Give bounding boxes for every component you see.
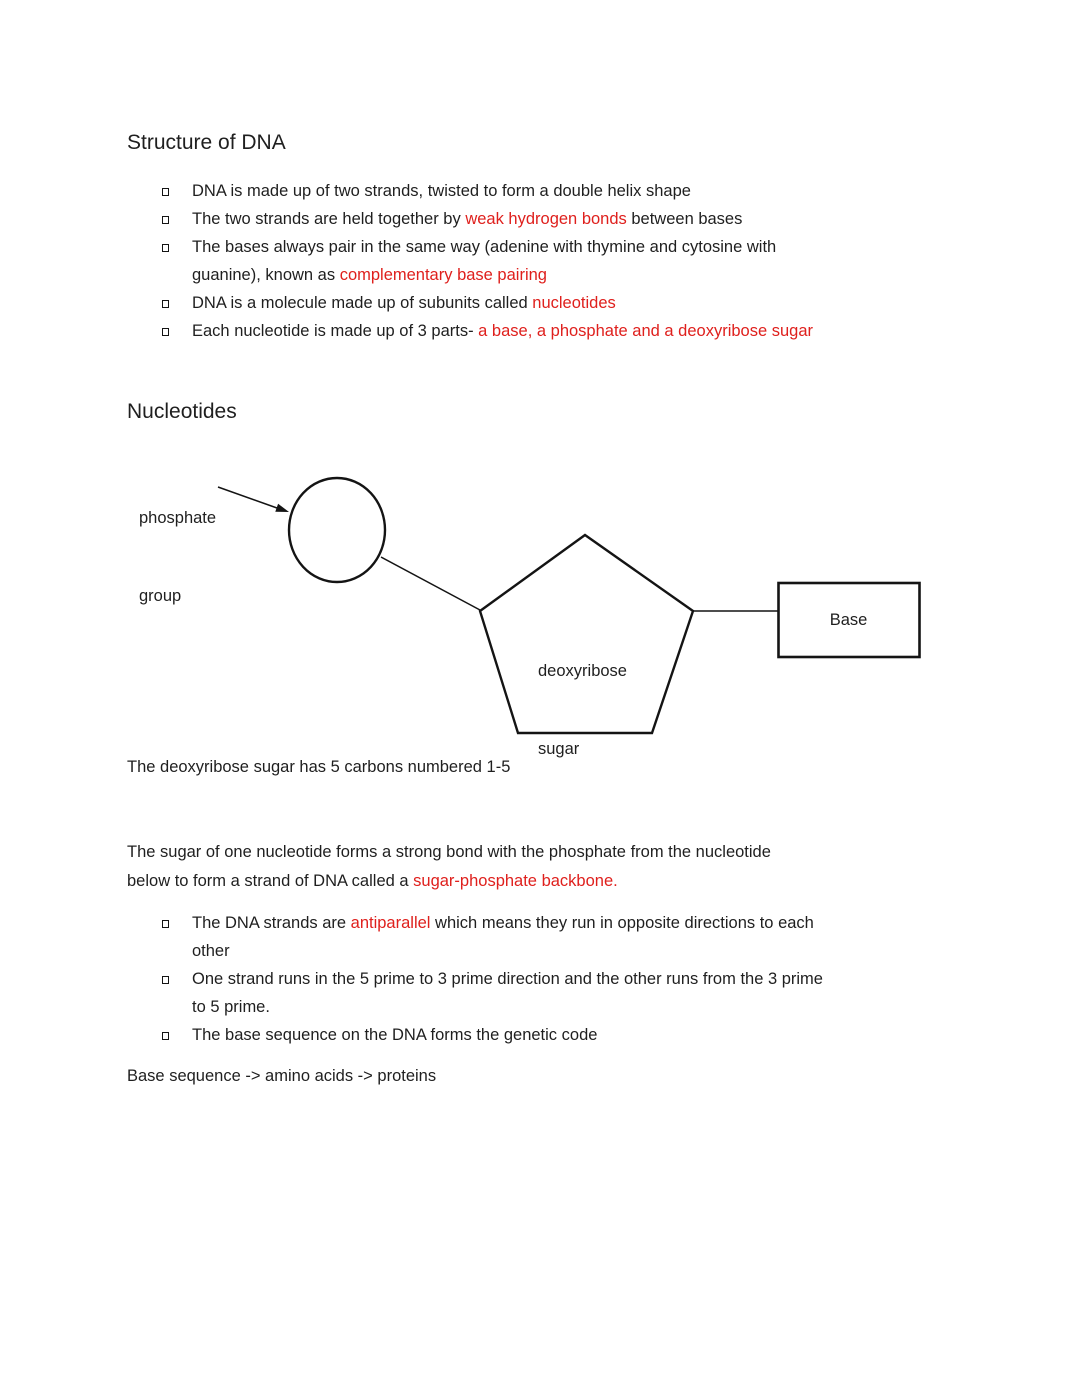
text-segment: other — [192, 942, 230, 960]
text-line — [192, 233, 813, 261]
text-segment: DNA is made up of two strands, twisted to form a double helix shape — [192, 182, 691, 200]
text-line — [192, 909, 823, 937]
text-line: sugar — [538, 740, 580, 758]
text-segment: The sugar of one nucleotide forms a strong bond with the phosphate from the nucleotide — [127, 843, 771, 861]
text-line: group — [139, 587, 182, 605]
square-bullet-icon — [162, 976, 169, 984]
list-item — [127, 317, 813, 345]
sugar-carbons-caption: The deoxyribose sugar has 5 carbons numbered 1-5 — [127, 758, 511, 776]
base-label — [778, 583, 919, 657]
text-segment: Each nucleotide is made up of 3 parts- — [192, 322, 479, 340]
text-line: deoxyribose — [538, 662, 627, 680]
text-segment: which means they run in opposite directions to each — [430, 914, 814, 932]
text-line — [192, 1021, 823, 1049]
text-line: phosphate — [139, 509, 217, 527]
list-item — [127, 289, 813, 317]
square-bullet-icon — [162, 1032, 169, 1040]
text-line — [192, 965, 823, 993]
arrowhead-icon — [275, 504, 289, 512]
dna-structure-bullet-list — [127, 177, 813, 345]
highlight-text: weak hydrogen bonds — [465, 210, 627, 228]
phosphate-circle — [289, 478, 385, 582]
text-line — [192, 205, 813, 233]
text-segment: The two strands are held together by — [192, 210, 466, 228]
phosphate-pointer-line — [218, 487, 277, 508]
base-sequence-summary: Base sequence -> amino acids -> proteins — [127, 1067, 437, 1085]
text-segment: The DNA strands are — [192, 914, 351, 932]
deoxyribose-sugar-label — [538, 606, 627, 814]
text-segment: below to form a strand of DNA called a — [127, 872, 414, 890]
text-segment: The bases always pair in the same way (adenine with thymine and cytosine with — [192, 238, 777, 256]
highlight-text: sugar-phosphate backbone. — [413, 872, 618, 890]
text-line — [192, 993, 823, 1021]
list-item — [127, 965, 823, 1021]
dna-strands-bullet-list — [127, 909, 823, 1049]
highlight-text: a base, a phosphate and a deoxyribose sugar — [478, 322, 813, 340]
list-item — [127, 177, 813, 205]
square-bullet-icon — [162, 188, 169, 196]
backbone-paragraph — [127, 838, 771, 896]
highlight-text: nucleotides — [532, 294, 616, 312]
text-segment: between bases — [626, 210, 743, 228]
text-line — [127, 838, 771, 867]
heading-nucleotides: Nucleotides — [127, 400, 237, 423]
square-bullet-icon — [162, 920, 169, 928]
text-line — [192, 289, 813, 317]
highlight-text: antiparallel — [350, 914, 431, 932]
list-item — [127, 233, 813, 289]
text-segment: to 5 prime. — [192, 998, 270, 1016]
list-item — [127, 1021, 823, 1049]
phosphate-group-label — [139, 453, 216, 661]
square-bullet-icon — [162, 244, 169, 252]
list-item — [127, 909, 823, 965]
square-bullet-icon — [162, 300, 169, 308]
highlight-text: complementary base pairing — [339, 266, 547, 284]
text-line — [192, 261, 813, 289]
text-line — [192, 177, 813, 205]
text-segment: DNA is a molecule made up of subunits called — [192, 294, 533, 312]
square-bullet-icon — [162, 216, 169, 224]
list-item — [127, 205, 813, 233]
text-segment: One strand runs in the 5 prime to 3 prime direction and the other runs from the 3 prime — [192, 970, 823, 988]
text-segment: guanine), known as — [192, 266, 340, 284]
phosphate-sugar-bond-line — [381, 557, 480, 610]
heading-structure-of-dna: Structure of DNA — [127, 131, 286, 154]
text-line — [192, 937, 823, 965]
text-segment: Base — [829, 611, 868, 629]
square-bullet-icon — [162, 328, 169, 336]
text-segment: The base sequence on the DNA forms the genetic code — [192, 1026, 598, 1044]
text-line — [127, 867, 771, 896]
text-line — [192, 317, 813, 345]
